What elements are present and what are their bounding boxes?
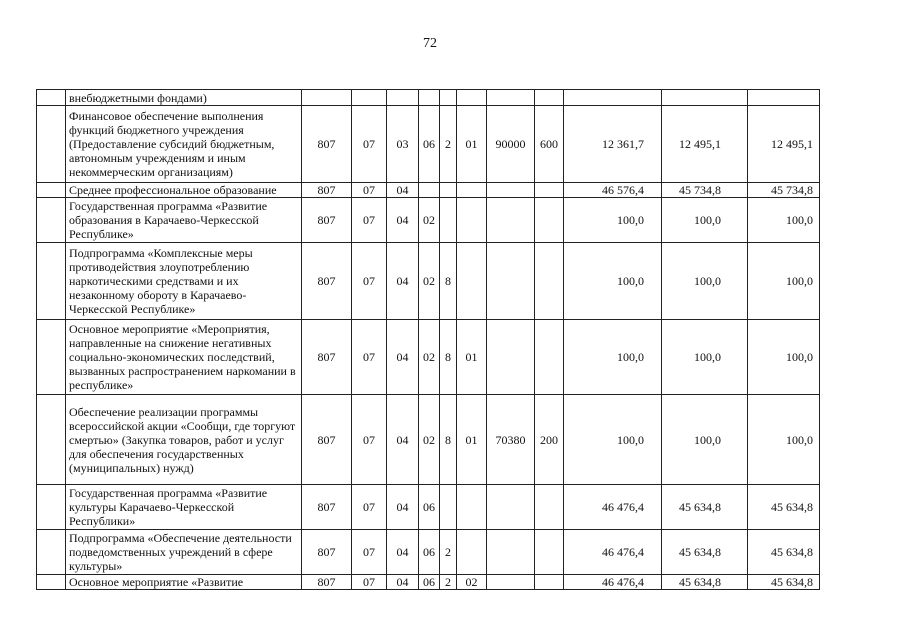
amount-cell: 46 476,4	[564, 575, 662, 590]
row-spacer-cell	[37, 395, 66, 485]
amount-cell: 46 476,4	[564, 485, 662, 530]
code-cell: 01	[457, 320, 487, 395]
table-row	[37, 198, 820, 243]
code-cell: 8	[440, 243, 457, 320]
code-cell: 02	[419, 395, 440, 485]
code-cell: 07	[352, 575, 387, 590]
code-cell: 807	[302, 198, 352, 243]
code-cell	[487, 183, 535, 198]
amount-cell: 100,0	[662, 320, 748, 395]
amount-cell: 100,0	[662, 395, 748, 485]
code-cell: 04	[387, 485, 419, 530]
code-cell: 07	[352, 530, 387, 575]
amount-cell: 45 634,8	[748, 530, 820, 575]
code-cell: 07	[352, 243, 387, 320]
row-spacer-cell	[37, 243, 66, 320]
code-cell: 600	[535, 106, 564, 183]
code-cell: 807	[302, 106, 352, 183]
amount-cell: 12 495,1	[748, 106, 820, 183]
code-cell: 03	[387, 106, 419, 183]
code-cell	[457, 183, 487, 198]
code-cell	[487, 320, 535, 395]
amount-cell	[748, 90, 820, 106]
table-row	[37, 575, 820, 590]
amount-cell: 100,0	[662, 198, 748, 243]
code-cell	[535, 183, 564, 198]
code-cell: 04	[387, 530, 419, 575]
table-row	[37, 395, 820, 485]
code-cell: 2	[440, 106, 457, 183]
code-cell: 807	[302, 320, 352, 395]
code-cell	[487, 90, 535, 106]
code-cell	[302, 90, 352, 106]
code-cell	[535, 320, 564, 395]
item-name: Подпрограмма «Комплексные меры противодействия злоупотреблению наркотическими средствами и их незаконному обороту в Карачаево-Черкесской Республике»	[66, 243, 302, 320]
amount-cell: 100,0	[662, 243, 748, 320]
amount-cell: 12 361,7	[564, 106, 662, 183]
code-cell	[487, 530, 535, 575]
code-cell: 04	[387, 198, 419, 243]
item-name: внебюджетными фондами)	[66, 90, 302, 106]
code-cell: 807	[302, 395, 352, 485]
code-cell	[535, 243, 564, 320]
amount-cell	[662, 90, 748, 106]
code-cell: 04	[387, 575, 419, 590]
code-cell: 807	[302, 485, 352, 530]
item-name: Государственная программа «Развитие культуры Карачаево-Черкесской Республики»	[66, 485, 302, 530]
item-name: Основное мероприятие «Развитие	[66, 575, 302, 590]
code-cell	[535, 485, 564, 530]
row-spacer-cell	[37, 90, 66, 106]
code-cell: 06	[419, 530, 440, 575]
item-name: Основное мероприятие «Мероприятия, направленные на снижение негативных социально-экономических последствий, вызванных распространением наркомании в республике»	[66, 320, 302, 395]
code-cell: 02	[419, 243, 440, 320]
code-cell	[419, 90, 440, 106]
code-cell: 06	[419, 575, 440, 590]
code-cell	[352, 90, 387, 106]
table-row	[37, 90, 820, 106]
page-number: 72	[423, 36, 437, 51]
code-cell	[457, 198, 487, 243]
code-cell: 8	[440, 320, 457, 395]
amount-cell: 100,0	[564, 320, 662, 395]
code-cell	[487, 198, 535, 243]
code-cell	[440, 198, 457, 243]
table-row	[37, 183, 820, 198]
amount-cell: 100,0	[748, 395, 820, 485]
code-cell	[535, 530, 564, 575]
row-spacer-cell	[37, 320, 66, 395]
row-spacer-cell	[37, 485, 66, 530]
row-spacer-cell	[37, 198, 66, 243]
code-cell: 06	[419, 106, 440, 183]
code-cell: 06	[419, 485, 440, 530]
amount-cell: 45 734,8	[748, 183, 820, 198]
code-cell	[440, 90, 457, 106]
code-cell: 8	[440, 395, 457, 485]
item-name: Подпрограмма «Обеспечение деятельности подведомственных учреждений в сфере культуры»	[66, 530, 302, 575]
code-cell	[457, 90, 487, 106]
amount-cell: 45 634,8	[748, 485, 820, 530]
code-cell: 70380	[487, 395, 535, 485]
amount-cell: 45 634,8	[748, 575, 820, 590]
amount-cell: 45 634,8	[662, 530, 748, 575]
amount-cell: 45 734,8	[662, 183, 748, 198]
code-cell: 01	[457, 395, 487, 485]
code-cell: 07	[352, 198, 387, 243]
amount-cell	[564, 90, 662, 106]
code-cell	[387, 90, 419, 106]
code-cell: 04	[387, 183, 419, 198]
table-row	[37, 485, 820, 530]
code-cell: 04	[387, 395, 419, 485]
code-cell	[440, 485, 457, 530]
amount-cell: 100,0	[748, 243, 820, 320]
amount-cell: 100,0	[564, 243, 662, 320]
code-cell	[457, 485, 487, 530]
code-cell	[487, 485, 535, 530]
code-cell: 807	[302, 243, 352, 320]
code-cell: 90000	[487, 106, 535, 183]
code-cell	[535, 575, 564, 590]
amount-cell: 100,0	[748, 198, 820, 243]
code-cell: 07	[352, 395, 387, 485]
code-cell: 02	[419, 198, 440, 243]
amount-cell: 45 634,8	[662, 485, 748, 530]
code-cell	[535, 198, 564, 243]
row-spacer-cell	[37, 106, 66, 183]
code-cell: 02	[419, 320, 440, 395]
row-spacer-cell	[37, 183, 66, 198]
code-cell	[535, 90, 564, 106]
code-cell: 2	[440, 530, 457, 575]
code-cell	[487, 243, 535, 320]
row-spacer-cell	[37, 575, 66, 590]
code-cell: 04	[387, 243, 419, 320]
code-cell: 807	[302, 183, 352, 198]
amount-cell: 12 495,1	[662, 106, 748, 183]
code-cell: 01	[457, 106, 487, 183]
amount-cell: 46 576,4	[564, 183, 662, 198]
code-cell	[487, 575, 535, 590]
code-cell: 07	[352, 320, 387, 395]
table-row	[37, 530, 820, 575]
row-spacer-cell	[37, 530, 66, 575]
table-row	[37, 243, 820, 320]
code-cell: 04	[387, 320, 419, 395]
code-cell: 02	[457, 575, 487, 590]
amount-cell: 100,0	[564, 198, 662, 243]
code-cell: 807	[302, 575, 352, 590]
item-name: Обеспечение реализации программы всероссийской акции «Сообщи, где торгуют смертью» (Закупка товаров, работ и услуг для обеспечения государственных (муниципальных) нужд)	[66, 395, 302, 485]
code-cell	[419, 183, 440, 198]
code-cell: 2	[440, 575, 457, 590]
table-row	[37, 106, 820, 183]
code-cell	[457, 530, 487, 575]
code-cell: 07	[352, 183, 387, 198]
code-cell: 200	[535, 395, 564, 485]
amount-cell: 45 634,8	[662, 575, 748, 590]
amount-cell: 100,0	[748, 320, 820, 395]
code-cell	[457, 243, 487, 320]
code-cell: 807	[302, 530, 352, 575]
item-name: Среднее профессиональное образование	[66, 183, 302, 198]
budget-table	[36, 89, 820, 590]
table-row	[37, 320, 820, 395]
amount-cell: 100,0	[564, 395, 662, 485]
code-cell	[440, 183, 457, 198]
item-name: Государственная программа «Развитие образования в Карачаево-Черкесской Республике»	[66, 198, 302, 243]
amount-cell: 46 476,4	[564, 530, 662, 575]
code-cell: 07	[352, 106, 387, 183]
code-cell: 07	[352, 485, 387, 530]
item-name: Финансовое обеспечение выполнения функций бюджетного учреждения (Предоставление субсидий бюджетным, автономным учреждениям и иным некоммерческим организациям)	[66, 106, 302, 183]
